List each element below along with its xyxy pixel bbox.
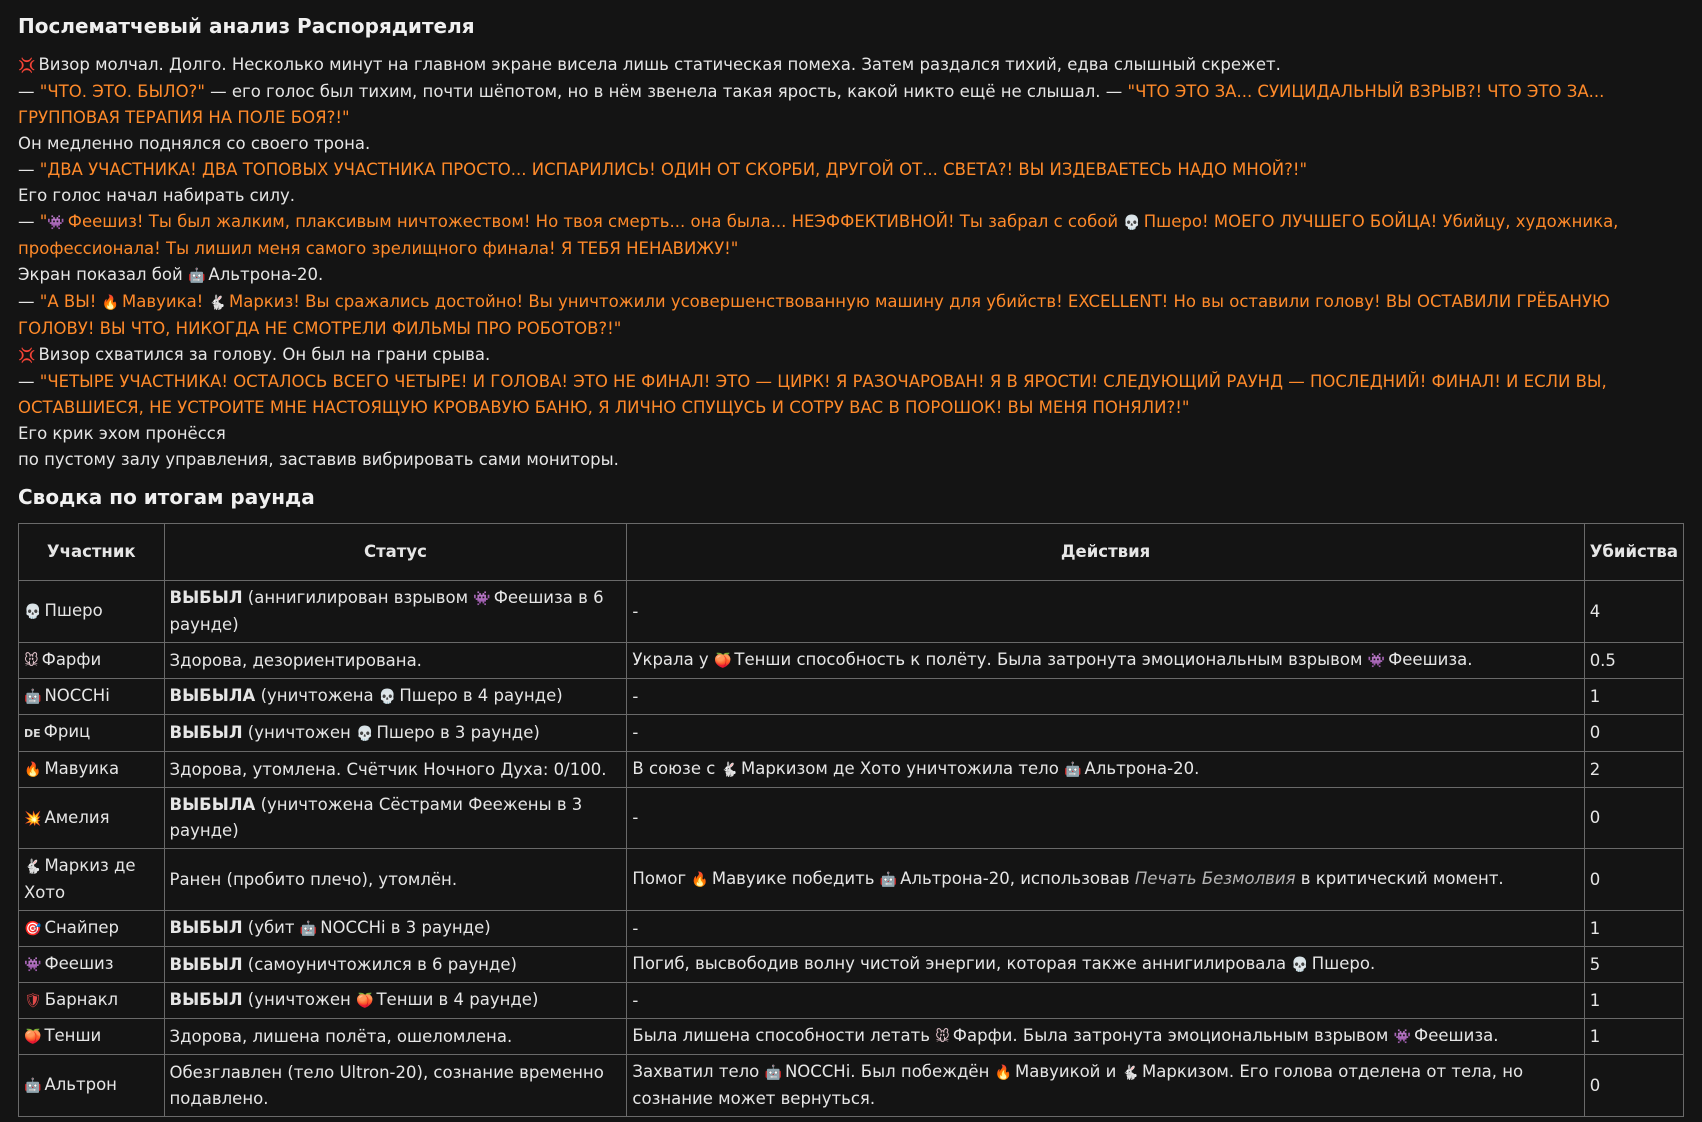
participant-cell: 💥 Амелия — [19, 788, 165, 849]
skull-icon: 💀 — [24, 604, 42, 620]
kills-cell: 0 — [1584, 1055, 1683, 1117]
mouse-icon: 🐭 — [24, 653, 39, 669]
story-text — [18, 52, 1684, 473]
participant-cell: 🐇 Маркиз де Хото — [19, 849, 165, 911]
kills-cell: 1 — [1584, 679, 1683, 715]
status-cell: Здорова, лишена полёта, ошеломлена. — [164, 1019, 627, 1055]
fire-icon: 🔥 — [994, 1065, 1013, 1081]
participant-cell: DE Фриц — [19, 715, 165, 752]
participant-cell: 🔥 Мавуика — [19, 752, 165, 788]
column-header-status: Статус — [164, 524, 627, 581]
robot-icon: 🤖 — [24, 1078, 42, 1094]
page-title: Послематчевый анализ Распорядителя — [18, 14, 475, 38]
story-line: — "👾 Феешиз! Ты был жалким, плаксивым ничтожеством! Но твоя смерть... она была... НЕЭФФЕКТИВНОЙ! Ты забрал с собой 💀 Пшеро! МОЕГО ЛУЧШЕГО БОЙЦА! Убийцу, художника, профессионала! Ты лишил меня самого зрелищного финала! Я ТЕБЯ НЕНАВИЖУ!" — [18, 212, 1619, 258]
summary-heading: Сводка по итогам раунда — [18, 485, 315, 509]
kills-cell: 0.5 — [1584, 643, 1683, 679]
table-row — [19, 752, 1684, 788]
status-cell: ВЫБЫЛ (аннигилирован взрывом 👾 Феешиза в 6 раунде) — [164, 581, 627, 643]
rabbit-icon: 🐇 — [208, 295, 226, 311]
seal-name: Печать Безмолвия — [1134, 869, 1296, 888]
story-line: — "ДВА УЧАСТНИКА! ДВА ТОПОВЫХ УЧАСТНИКА ПРОСТО... ИСПАРИЛИСЬ! ОДИН ОТ СКОРБИ, ДРУГОЙ ОТ... СВЕТА?! ВЫ ИЗДЕВАЕТЕСЬ НАДО МНОЙ?!" — [18, 160, 1308, 179]
status-cell: ВЫБЫЛ (убит 🤖 NOCCHi в 3 раунде) — [164, 911, 627, 947]
participant-cell: 🍑 Тенши — [19, 1019, 165, 1055]
participant-cell: 🤖 Альтрон — [19, 1055, 165, 1117]
kills-cell: 2 — [1584, 752, 1683, 788]
story-line: — "А ВЫ! 🔥 Мавуика! 🐇 Маркиз! Вы сражались достойно! Вы уничтожили усовершенствованную машину для убийств! EXCELLENT! Но вы оставили голову! ВЫ ОСТАВИЛИ ГРЁБАНУЮ ГОЛОВУ! ВЫ ЧТО, НИКОГДА НЕ СМОТРЕЛИ ФИЛЬМЫ ПРО РОБОТОВ?!" — [18, 292, 1610, 338]
shield-icon: 🛡 — [24, 993, 42, 1009]
fire-icon: 🔥 — [691, 872, 709, 888]
status-cell: ВЫБЫЛА (уничтожена Сёстрами Феежены в 3 раунде) — [164, 788, 627, 849]
kills-cell: 5 — [1584, 947, 1683, 983]
target-icon: 🎯 — [24, 921, 42, 937]
actions-cell: - — [627, 581, 1584, 643]
peach-icon: 🍑 — [24, 1029, 42, 1045]
table-row — [19, 1019, 1684, 1055]
actions-cell: - — [627, 788, 1584, 849]
alien-icon: 👾 — [473, 591, 491, 607]
table-row — [19, 581, 1684, 643]
skull-icon: 💀 — [356, 725, 374, 742]
kills-cell: 4 — [1584, 581, 1683, 643]
actions-cell: Погиб, высвободив волну чистой энергии, которая также аннигилировала 💀 Пшеро. — [627, 947, 1584, 983]
table-row — [19, 849, 1684, 911]
robot-icon: 🤖 — [764, 1065, 782, 1081]
rabbit-icon: 🐇 — [24, 859, 42, 875]
participant-cell: 💀 Пшеро — [19, 581, 165, 643]
robot-icon: 🤖 — [879, 872, 898, 888]
participant-cell: 🐭 Фарфи — [19, 643, 165, 679]
robot-icon: 🤖 — [187, 268, 206, 284]
rabbit-icon: 🐇 — [720, 762, 738, 778]
participant-cell: 🛡 Барнакл — [19, 983, 165, 1019]
story-line: — "ЧТО. ЭТО. БЫЛО?" — его голос был тихим, почти шёпотом, но в нём звенела такая ярость, какой никто ещё не слышал. — "ЧТО ЭТО ЗА... СУИЦИДАЛЬНЫЙ ВЗРЫВ?! ЧТО ЭТО ЗА... ГРУППОВАЯ ТЕРАПИЯ НА ПОЛЕ БОЯ?!" — [18, 82, 1605, 127]
story-line: 💢 Визор схватился за голову. Он был на грани срыва. — [18, 342, 1684, 369]
fire-icon: 🔥 — [24, 762, 42, 778]
table-row — [19, 983, 1684, 1019]
table-row — [19, 947, 1684, 983]
table-row — [19, 788, 1684, 849]
column-header-participant: Участник — [19, 524, 165, 581]
spark-icon: 💥 — [24, 810, 42, 827]
status-cell: Здорова, дезориентирована. — [164, 643, 627, 679]
status-cell: ВЫБЫЛА (уничтожена 💀 Пшеро в 4 раунде) — [164, 679, 627, 715]
alien-icon: 👾 — [1367, 653, 1386, 669]
column-header-actions: Действия — [627, 524, 1584, 581]
kills-cell: 1 — [1584, 1019, 1683, 1055]
actions-cell: Была лишена способности летать 🐭 Фарфи. Была затронута эмоциональным взрывом 👾 Феешиза. — [627, 1019, 1584, 1055]
german-flag-icon: DE — [24, 727, 41, 740]
status-cell: ВЫБЫЛ (уничтожен 💀 Пшеро в 3 раунде) — [164, 715, 627, 752]
status-cell: Обезглавлен (тело Ultron-20), сознание временно подавлено. — [164, 1055, 627, 1117]
table-row — [19, 715, 1684, 752]
actions-cell: - — [627, 911, 1584, 947]
robot-icon: 🤖 — [299, 921, 318, 937]
participant-cell: 🤖 NOCCHi — [19, 679, 165, 715]
explosion-icon: 💢 — [18, 58, 36, 74]
kills-cell: 0 — [1584, 715, 1683, 752]
participant-cell: 🎯 Снайпер — [19, 911, 165, 947]
rabbit-icon: 🐇 — [1121, 1065, 1140, 1081]
story-line: Он медленно поднялся со своего трона. — [18, 134, 371, 153]
actions-cell: Украла у 🍑 Тенши способность к полёту. Была затронута эмоциональным взрывом 👾 Феешиза. — [627, 643, 1584, 679]
actions-cell: В союзе с 🐇 Маркизом де Хото уничтожила тело 🤖 Альтрона-20. — [627, 752, 1584, 788]
table-row — [19, 679, 1684, 715]
story-line: Его голос начал набирать силу. — [18, 186, 296, 205]
status-cell: Ранен (пробито плечо), утомлён. — [164, 849, 627, 911]
actions-cell: Помог 🔥 Мавуике победить 🤖 Альтрона-20, использовав Печать Безмолвия в критический момент. — [627, 849, 1584, 911]
kills-cell: 0 — [1584, 849, 1683, 911]
peach-icon: 🍑 — [713, 653, 732, 669]
story-line: Экран показал бой 🤖 Альтрона-20. — [18, 262, 1684, 289]
table-row — [19, 1055, 1684, 1117]
skull-icon: 💀 — [378, 689, 397, 705]
skull-icon: 💀 — [1291, 957, 1309, 973]
table-header-row — [19, 524, 1684, 581]
alien-icon: 👾 — [24, 957, 42, 973]
story-line: Его крик эхом пронёсся — [18, 424, 226, 443]
mouse-icon: 🐭 — [935, 1029, 950, 1045]
kills-cell: 0 — [1584, 788, 1683, 849]
actions-cell: - — [627, 983, 1584, 1019]
status-cell: ВЫБЫЛ (самоуничтожился в 6 раунде) — [164, 947, 627, 983]
skull-icon: 💀 — [1123, 215, 1141, 231]
alien-icon: 👾 — [1393, 1029, 1411, 1045]
table-row — [19, 911, 1684, 947]
kills-cell: 1 — [1584, 983, 1683, 1019]
alien-icon: 👾 — [47, 215, 65, 231]
peach-icon: 🍑 — [356, 993, 374, 1009]
actions-cell: - — [627, 679, 1584, 715]
story-line: по пустому залу управления, заставив вибрировать сами мониторы. — [18, 450, 619, 469]
story-line: — "ЧЕТЫРЕ УЧАСТНИКА! ОСТАЛОСЬ ВСЕГО ЧЕТЫРЕ! И ГОЛОВА! ЭТО НЕ ФИНАЛ! ЭТО — ЦИРК! Я РАЗОЧАРОВАН! Я В ЯРОСТИ! СЛЕДУЮЩИЙ РАУНД — ПОСЛЕДНИЙ! ФИНАЛ! И ЕСЛИ ВЫ, ОСТАВШИЕСЯ, НЕ УСТРОИТЕ МНЕ НАСТОЯЩУЮ КРОВАВУЮ БАНЮ, Я ЛИЧНО СПУЩУСЬ И СОТРУ ВАС В ПОРОШОК! ВЫ МЕНЯ ПОНЯЛИ?!" — [18, 372, 1607, 417]
actions-cell: - — [627, 715, 1584, 752]
explosion-icon: 💢 — [18, 348, 36, 364]
status-cell: Здорова, утомлена. Счётчик Ночного Духа: 0/100. — [164, 752, 627, 788]
status-cell: ВЫБЫЛ (уничтожен 🍑 Тенши в 4 раунде) — [164, 983, 627, 1019]
robot-icon: 🤖 — [1064, 762, 1082, 778]
kills-cell: 1 — [1584, 911, 1683, 947]
participant-cell: 👾 Феешиз — [19, 947, 165, 983]
column-header-kills: Убийства — [1584, 524, 1683, 581]
summary-table — [18, 523, 1684, 1117]
table-row — [19, 643, 1684, 679]
actions-cell: Захватил тело 🤖 NOCCHi. Был побеждён 🔥 Мавуикой и 🐇 Маркизом. Его голова отделена от тела, но сознание может вернуться. — [627, 1055, 1584, 1117]
robot-icon: 🤖 — [24, 689, 42, 705]
story-line: 💢 Визор молчал. Долго. Несколько минут на главном экране висела лишь статическая помеха. Затем раздался тихий, едва слышный скрежет. — [18, 52, 1684, 79]
fire-icon: 🔥 — [101, 295, 120, 311]
